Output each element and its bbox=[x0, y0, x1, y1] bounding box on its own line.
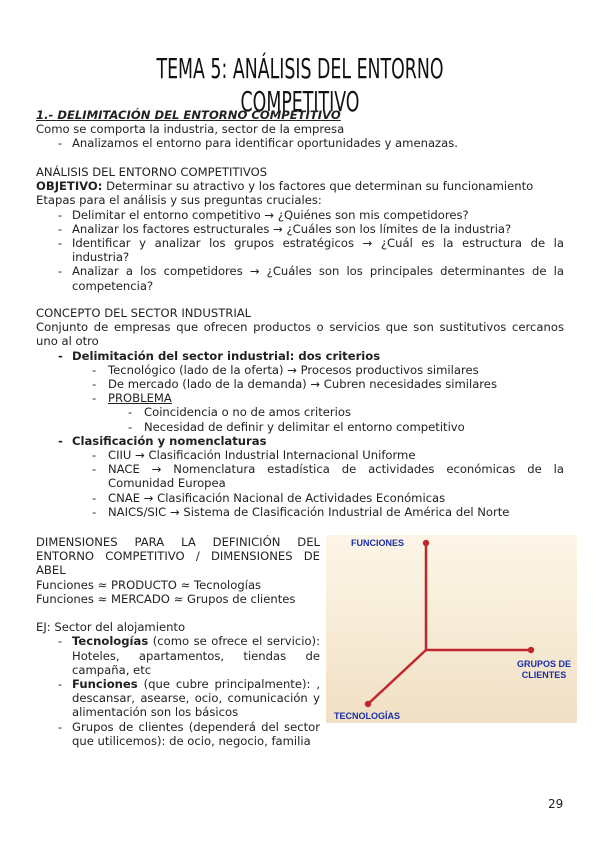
list-item: - CIIU → Clasificación Industrial Internacional Uniforme bbox=[36, 448, 564, 462]
arrow-tip bbox=[529, 648, 533, 652]
paragraph: Funciones ≈ MERCADO ≈ Grupos de clientes bbox=[36, 591, 296, 606]
list-item bbox=[36, 677, 320, 720]
arrow-tip bbox=[366, 702, 370, 706]
list-item: - Necesidad de definir y delimitar el entorno competitivo bbox=[36, 420, 564, 434]
list-item: - Analizamos el entorno para identificar oportunidades y amenazas. bbox=[36, 136, 564, 150]
paragraph: Etapas para el análisis y sus preguntas cruciales: bbox=[36, 193, 322, 208]
page-number: 29 bbox=[548, 797, 564, 811]
list-item: - Analizar a los competidores → ¿Cuáles son los principales determinantes de la competencia? bbox=[36, 264, 564, 292]
list-item bbox=[36, 634, 320, 677]
problema-label: PROBLEMA bbox=[108, 391, 172, 406]
label: Tecnologías bbox=[72, 634, 149, 649]
list-item: - Analizar los factores estructurales → ¿Cuáles son los límites de la industria? bbox=[36, 222, 564, 236]
paragraph: Funciones ≈ PRODUCTO ≈ Tecnologías bbox=[36, 577, 262, 592]
list-item: - De mercado (lado de la demanda) → Cubren necesidades similares bbox=[36, 377, 564, 391]
section-analisis bbox=[36, 165, 564, 293]
section-heading: DIMENSIONES PARA LA DEFINICIÓN DEL ENTORNO COMPETITIVO / DIMENSIONES DE ABEL bbox=[36, 535, 320, 578]
tecnologias-label: TECNOLOGÍAS bbox=[334, 711, 401, 721]
funciones-label: FUNCIONES bbox=[351, 538, 405, 548]
text: (que cubre principalmente): , descansar, asearse, ocio, comunicación y alimentación son los básicos bbox=[72, 677, 320, 720]
list-item: - Identificar y analizar los grupos estratégicos → ¿Cuál es la estructura de la industria? bbox=[36, 236, 564, 264]
abel-dimensions-diagram bbox=[326, 535, 577, 723]
paragraph: EJ: Sector del alojamiento bbox=[36, 620, 186, 635]
list-item bbox=[36, 391, 564, 405]
section-concepto bbox=[36, 306, 564, 519]
section-heading: 1.- DELIMITACIÓN DEL ENTORNO COMPETITIVO bbox=[36, 108, 341, 122]
text: (como se ofrece el servicio): Hoteles, apartamentos, tiendas de campaña, etc bbox=[72, 634, 320, 677]
list-item: - Delimitación del sector industrial: dos criterios bbox=[36, 349, 564, 363]
label: Funciones bbox=[72, 677, 138, 692]
axes bbox=[326, 535, 577, 723]
section-heading: ANÁLISIS DEL ENTORNO COMPETITIVOS bbox=[36, 165, 268, 179]
label: OBJETIVO: bbox=[36, 179, 103, 194]
section-delimitacion bbox=[36, 108, 564, 151]
list-item: - CNAE → Clasificación Nacional de Actividades Económicas bbox=[36, 491, 564, 505]
list-item: - Clasificación y nomenclaturas bbox=[36, 434, 564, 448]
grupos-label: GRUPOS DE CLIENTES bbox=[516, 659, 571, 680]
arrow-tip bbox=[424, 541, 428, 545]
paragraph: Conjunto de empresas que ofrecen productos o servicios que son sustitutivos cercanos uno al otro bbox=[36, 320, 564, 349]
tecnologias-axis bbox=[368, 650, 426, 704]
list-item: - NAICS/SIC → Sistema de Clasificación Industrial de América del Norte bbox=[36, 505, 564, 519]
list-item: - Delimitar el entorno competitivo → ¿Quiénes son mis competidores? bbox=[36, 208, 564, 222]
section-heading: CONCEPTO DEL SECTOR INDUSTRIAL bbox=[36, 306, 252, 320]
paragraph: Como se comporta la industria, sector de la empresa bbox=[36, 122, 345, 137]
list-item: - Grupos de clientes (dependerá del sector que utilicemos): de ocio, negocio, familia bbox=[36, 720, 320, 748]
list-item: - Tecnológico (lado de la oferta) → Procesos productivos similares bbox=[36, 363, 564, 377]
section-dimensiones bbox=[36, 535, 320, 748]
list-item: - Coincidencia o no de amos criterios bbox=[36, 405, 564, 419]
page-title: TEMA 5: ANÁLISIS DEL ENTORNO COMPETITIVO bbox=[156, 52, 444, 118]
text: Determinar su atractivo y los factores que determinan su funcionamiento bbox=[102, 179, 534, 194]
paragraph bbox=[36, 179, 564, 193]
list-item: - NACE → Nomenclatura estadística de actividades económicas de la Comunidad Europea bbox=[36, 462, 564, 490]
